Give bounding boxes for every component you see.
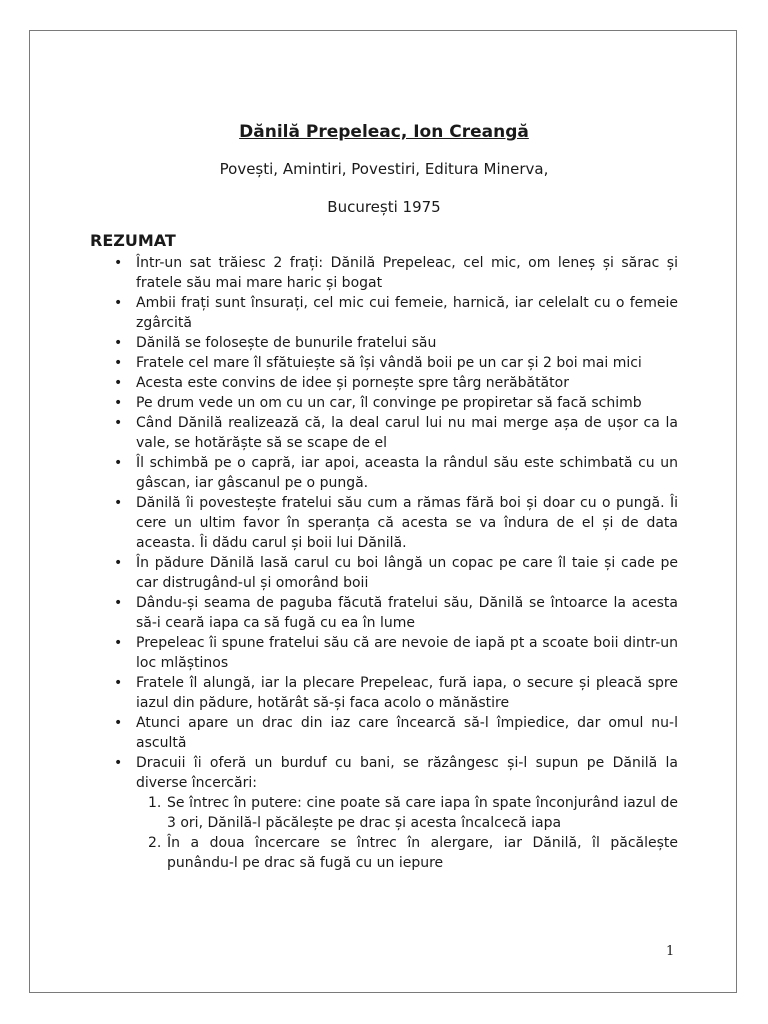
item-text: În a doua încercare se întrec în alergare, iar Dănilă, îl păcălește punându-l pe drac să fugă cu un iepure — [167, 835, 678, 871]
bullet-item: • Atunci apare un drac din iaz care încearcă să-l împiedice, dar omul nu-l ascultă — [90, 713, 678, 753]
bullet-item: • Fratele îl alungă, iar la plecare Prepeleac, fură iapa, o secure și pleacă spre iazul din pădure, hotărât să-și faca acolo o mănăstire — [90, 673, 678, 713]
trials-numbered-list — [90, 793, 678, 873]
bullet-item: • Fratele cel mare îl sfătuiește să își vândă boii pe un car și 2 boi mai mici — [90, 353, 678, 373]
bullet-item: • Ambii frați sunt însurați, cel mic cui femeie, harnică, iar celelalt cu o femeie zgârcită — [90, 293, 678, 333]
section-heading: REZUMAT — [90, 231, 176, 250]
bullet-item: • În pădure Dănilă lasă carul cu boi lângă un copac pe care îl taie și cade pe car distrugând-ul și omorând boii — [90, 553, 678, 593]
numbered-item — [90, 833, 678, 873]
bullet-item: • Dănilă se folosește de bunurile fratelui său — [90, 333, 678, 353]
numbered-item — [90, 793, 678, 833]
bullet-item: • Când Dănilă realizează că, la deal carul lui nu mai merge așa de ușor ca la vale, se hotărăște să se scape de el — [90, 413, 678, 453]
bullet-item: • Dându-și seama de paguba făcută fratelui său, Dănilă se întoarce la acesta să-i ceară iapa ca să fugă cu ea în lume — [90, 593, 678, 633]
item-text: Se întrec în putere: cine poate să care iapa în spate înconjurând iazul de 3 ori, Dănilă-l păcălește pe drac și acesta încalcecă iapa — [167, 795, 678, 831]
bullet-item: • Îl schimbă pe o capră, iar apoi, aceasta la rândul său este schimbată cu un gâscan, iar gâscanul pe o pungă. — [90, 453, 678, 493]
document-title: Dănilă Prepeleac, Ion Creangă — [239, 122, 529, 142]
bullet-item: • Dănilă îi povestește fratelui său cum a rămas fără boi și doar cu o pungă. Îi cere un ultim favor în speranța că acesta se va îndura de el și de data aceasta. Îi dădu carul și boii lui Dănilă. — [90, 493, 678, 553]
bullet-item: • Pe drum vede un om cu un car, îl convinge pe propiretar să facă schimb — [90, 393, 678, 413]
source-line-1: Povești, Amintiri, Povestiri, Editura Minerva, — [219, 160, 549, 178]
summary-body — [90, 253, 678, 873]
item-number: 1. — [148, 795, 162, 811]
bullet-item: • Acesta este convins de idee și pornește spre târg nerăbătător — [90, 373, 678, 393]
bullet-item: • Prepeleac îi spune fratelui său că are nevoie de iapă pt a scoate boii dintr-un loc mlăștinos — [90, 633, 678, 673]
summary-bullet-list — [90, 253, 678, 793]
page-number: 1 — [666, 944, 675, 959]
item-number: 2. — [148, 835, 162, 851]
bullet-item: • Dracuii îi oferă un burduf cu bani, se răzângesc și-l supun pe Dănilă la diverse încercări: — [90, 753, 678, 793]
bullet-item: • Într-un sat trăiesc 2 frați: Dănilă Prepeleac, cel mic, om leneș și sărac și fratele său mai mare haric și bogat — [90, 253, 678, 293]
source-line-2: București 1975 — [327, 198, 441, 216]
